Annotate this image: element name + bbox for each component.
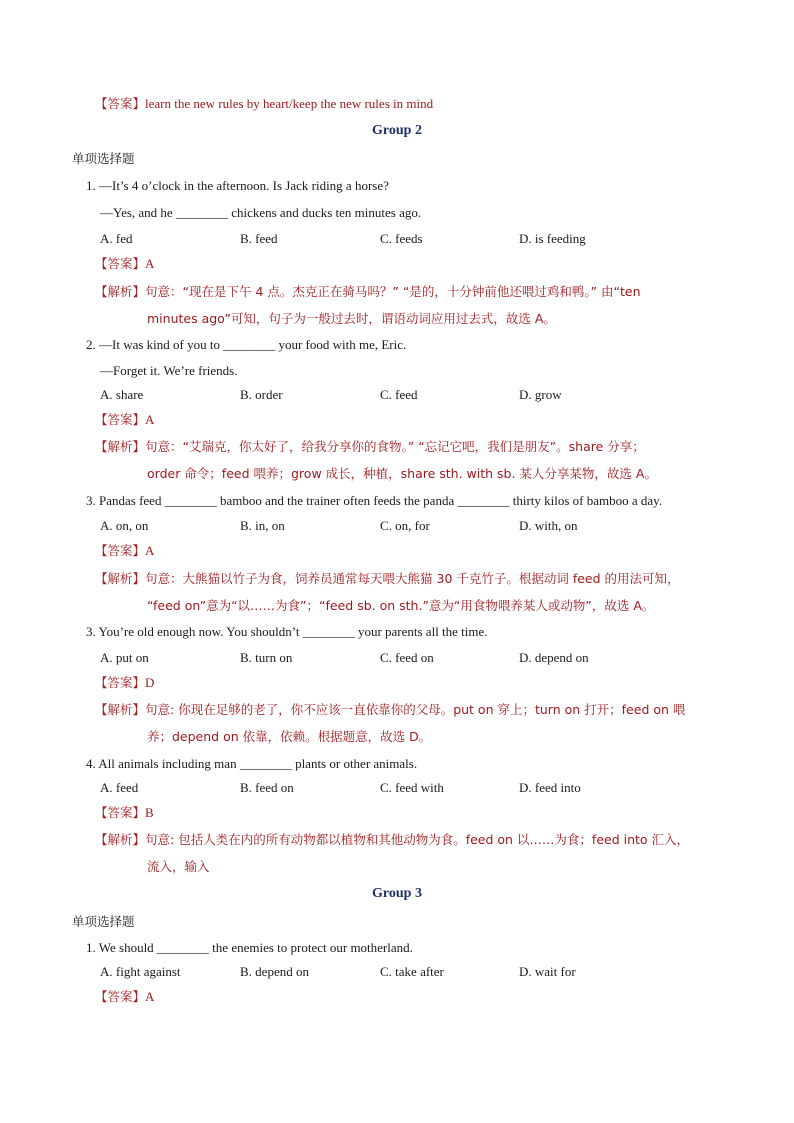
option-c: C. take after	[380, 964, 444, 979]
option-c: C. on, for	[380, 518, 430, 533]
answer-value: A	[145, 256, 155, 271]
option-d: D. feed into	[519, 780, 581, 795]
option-a: A. fed	[100, 231, 133, 246]
question-5-stem: 4. All animals including man ________ plants or other animals.	[86, 756, 418, 771]
option-d: D. with, on	[519, 518, 578, 533]
analysis-text: 句意：大熊猫以竹子为食，饲养员通常每天喂大熊猫 30 千克竹子。根据动词 feed 的用法可知，	[145, 571, 680, 586]
answer-value: A	[145, 412, 155, 427]
answer	[95, 804, 154, 822]
answer	[95, 674, 154, 692]
answer-value: B	[145, 805, 154, 820]
analysis-text-cont: “feed on”意为“以……为食”；“feed sb. on sth.”意为“用食物喂养某人或动物”，故选 A。	[147, 598, 655, 613]
answer-value: A	[145, 989, 155, 1004]
option-b: B. feed	[240, 231, 278, 246]
answer	[95, 542, 154, 560]
analysis-text: 句意：“艾瑞克，你太好了，给我分享你的食物。” “忘记它吧，我们是朋友”。share 分享；	[145, 439, 645, 454]
option-d: D. grow	[519, 387, 562, 402]
answer-text: learn the new rules by heart/keep the new rules in mind	[145, 96, 434, 111]
question-3-stem: 3. Pandas feed ________ bamboo and the trainer often feeds the panda ________ thirty kilos of bamboo a day.	[86, 493, 663, 508]
analysis	[95, 701, 685, 719]
option-b: B. depend on	[240, 964, 309, 979]
section-heading: 单项选择题	[72, 914, 135, 929]
question-2-stem: 2. —It was kind of you to ________ your food with me, Eric.	[86, 337, 407, 352]
option-b: B. feed on	[240, 780, 294, 795]
answer-tag: 【答案】	[95, 256, 146, 271]
question-2-stem-2: —Forget it. We’re friends.	[100, 363, 238, 378]
answer	[95, 988, 154, 1006]
option-c: C. feeds	[380, 231, 423, 246]
option-d: D. depend on	[519, 650, 589, 665]
answer-tag: 【答案】	[95, 412, 146, 427]
analysis-text-cont: order 命令；feed 喂养；grow 成长，种植，share sth. with sb. 某人分享某物，故选 A。	[147, 466, 657, 481]
analysis-text-cont: 养；depend on 依靠，依赖。根据题意，故选 D。	[147, 729, 432, 744]
analysis	[95, 570, 680, 588]
analysis-tag: 【解析】	[95, 284, 146, 299]
top-answer	[95, 95, 433, 113]
analysis-tag: 【解析】	[95, 439, 146, 454]
group-3-title: Group 3	[372, 886, 422, 901]
option-b: B. in, on	[240, 518, 285, 533]
analysis	[95, 283, 641, 301]
answer-tag: 【答案】	[95, 805, 146, 820]
option-c: C. feed	[380, 387, 418, 402]
analysis-text: 句意: 你现在足够的老了，你不应该一直依靠你的父母。put on 穿上；turn on 打开；feed on 喂	[145, 702, 686, 717]
answer	[95, 411, 154, 429]
option-b: B. turn on	[240, 650, 293, 665]
option-a: A. feed	[100, 780, 139, 795]
analysis-text-cont: minutes ago”可知，句子为一般过去时，谓语动词应用过去式，故选 A。	[147, 311, 556, 326]
analysis	[95, 831, 689, 849]
answer	[95, 255, 154, 273]
answer-value: D	[145, 675, 155, 690]
option-d: D. wait for	[519, 964, 576, 979]
answer-value: A	[145, 543, 155, 558]
analysis-tag: 【解析】	[95, 571, 146, 586]
answer-tag: 【答案】	[95, 675, 146, 690]
analysis-tag: 【解析】	[95, 702, 146, 717]
question-4-stem: 3. You’re old enough now. You shouldn’t ________ your parents all the time.	[86, 624, 488, 639]
answer-tag: 【答案】	[95, 543, 146, 558]
question-1-stem-2: —Yes, and he ________ chickens and ducks ten minutes ago.	[100, 205, 422, 220]
option-c: C. feed with	[380, 780, 444, 795]
analysis-tag: 【解析】	[95, 832, 146, 847]
question-1-stem: 1. We should ________ the enemies to protect our motherland.	[86, 940, 413, 955]
question-1-stem: 1. —It’s 4 o’clock in the afternoon. Is Jack riding a horse?	[86, 178, 389, 193]
group-2-title: Group 2	[372, 123, 422, 138]
option-d: D. is feeding	[519, 231, 586, 246]
option-a: A. fight against	[100, 964, 181, 979]
analysis-text: 句意：“现在是下午 4 点。杰克正在骑马吗？” “是的，十分钟前他还喂过鸡和鸭。” 由“ten	[145, 284, 641, 299]
analysis	[95, 438, 645, 456]
answer-tag: 【答案】	[95, 989, 146, 1004]
section-heading: 单项选择题	[72, 151, 135, 166]
answer-tag: 【答案】	[95, 96, 146, 111]
option-b: B. order	[240, 387, 283, 402]
option-c: C. feed on	[380, 650, 434, 665]
analysis-text-cont: 流入，输入	[147, 859, 210, 874]
option-a: A. on, on	[100, 518, 149, 533]
option-a: A. share	[100, 387, 144, 402]
analysis-text: 句意: 包括人类在内的所有动物都以植物和其他动物为食。feed on 以……为食；feed into 汇入，	[145, 832, 690, 847]
option-a: A. put on	[100, 650, 149, 665]
